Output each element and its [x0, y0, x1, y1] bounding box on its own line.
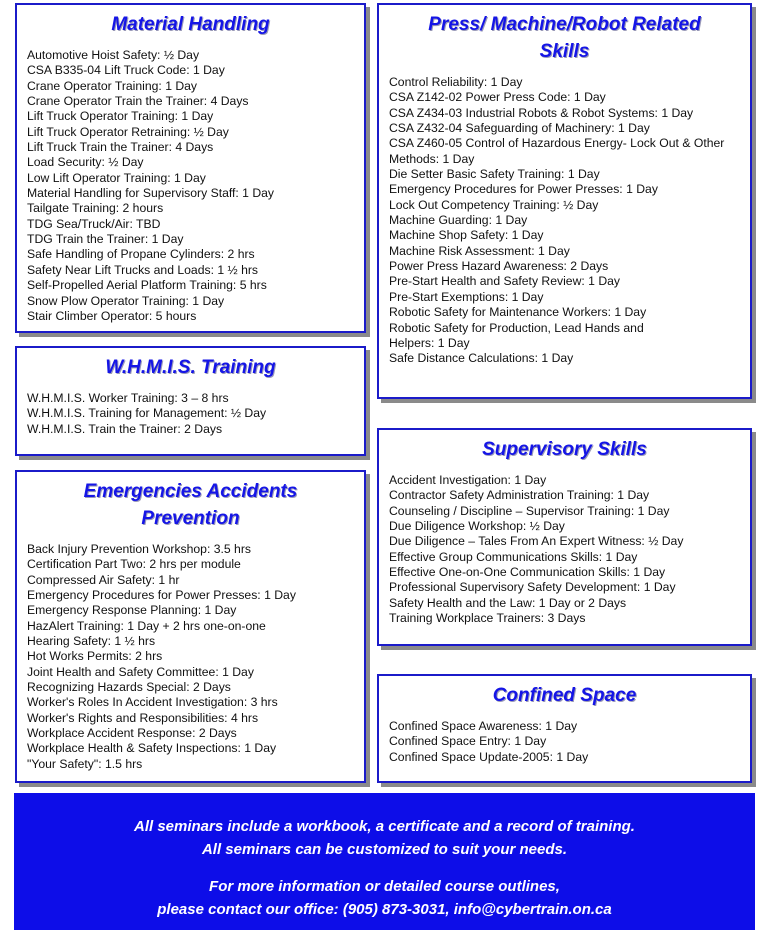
- list-item: Emergency Response Planning: 1 Day: [27, 603, 237, 618]
- list-item: Due Diligence Workshop: ½ Day: [389, 519, 565, 534]
- supervisory-title: Supervisory Skills: [482, 439, 647, 460]
- confined-space-title: Confined Space: [492, 685, 637, 706]
- list-item: Recognizing Hazards Special: 2 Days: [27, 680, 231, 695]
- list-item: Worker's Rights and Responsibilities: 4 hrs: [27, 710, 259, 725]
- list-item: TDG Sea/Truck/Air: TBD: [27, 216, 161, 231]
- emergencies-list: [27, 542, 354, 772]
- supervisory-list: [389, 473, 740, 626]
- list-item: Training Workplace Trainers: 3 Days: [389, 611, 586, 626]
- list-item: Back Injury Prevention Workshop: 3.5 hrs: [27, 542, 251, 556]
- list-item: Control Reliability: 1 Day: [389, 75, 523, 89]
- list-item: Lift Truck Train the Trainer: 4 Days: [27, 140, 214, 155]
- material-handling-list: [27, 48, 354, 324]
- list-item: Due Diligence – Tales From An Expert Witness: ½ Day: [389, 534, 684, 549]
- supervisory-section: [377, 428, 752, 646]
- info-banner: [14, 793, 755, 930]
- list-item: Lock Out Competency Training: ½ Day: [389, 197, 599, 212]
- list-item: Snow Plow Operator Training: 1 Day: [27, 293, 225, 308]
- list-item: Professional Supervisory Safety Development: 1 Day: [389, 580, 676, 595]
- list-item: Crane Operator Train the Trainer: 4 Days: [27, 94, 249, 109]
- list-item: W.H.M.I.S. Worker Training: 3 – 8 hrs: [27, 391, 229, 405]
- press-machine-list: [389, 75, 740, 367]
- list-item: Safe Handling of Propane Cylinders: 2 hrs: [27, 247, 255, 262]
- list-item: Accident Investigation: 1 Day: [389, 473, 547, 487]
- material-handling-title: Material Handling: [111, 14, 270, 35]
- list-item: Low Lift Operator Training: 1 Day: [27, 170, 206, 185]
- whmis-title: W.H.M.I.S. Training: [105, 357, 276, 378]
- list-item: CSA Z434-03 Industrial Robots & Robot Systems: 1 Day: [389, 105, 694, 120]
- list-item: W.H.M.I.S. Train the Trainer: 2 Days: [27, 421, 223, 436]
- list-item: Machine Guarding: 1 Day: [389, 213, 528, 228]
- emergencies-title: Emergencies Accidents Prevention: [83, 481, 298, 529]
- press-machine-title: Press/ Machine/Robot Related Skills: [428, 14, 701, 62]
- list-item: Emergency Procedures for Power Presses: 1 Day: [27, 588, 296, 603]
- confined-space-section: [377, 674, 752, 783]
- list-item: Worker's Roles In Accident Investigation: 3 hrs: [27, 695, 278, 710]
- press-machine-section: [377, 3, 752, 399]
- list-item: Load Security: ½ Day: [27, 155, 144, 170]
- banner-contact-line: please contact our office: (905) 873-3031, info@cybertrain.on.ca: [157, 901, 612, 918]
- list-item: Pre-Start Exemptions: 1 Day: [389, 289, 544, 304]
- list-item: Lift Truck Operator Training: 1 Day: [27, 109, 214, 124]
- list-item: Safe Distance Calculations: 1 Day: [389, 351, 574, 366]
- list-item: Emergency Procedures for Power Presses: 1 Day: [389, 182, 658, 197]
- emergencies-section: [15, 470, 366, 783]
- material-handling-section: [15, 3, 366, 333]
- list-item: Workplace Accident Response: 2 Days: [27, 726, 237, 741]
- list-item: Hot Works Permits: 2 hrs: [27, 649, 163, 664]
- list-item: Robotic Safety for Maintenance Workers: 1 Day: [389, 305, 647, 320]
- list-item: Power Press Hazard Awareness: 2 Days: [389, 259, 609, 274]
- list-item: Crane Operator Training: 1 Day: [27, 78, 198, 93]
- list-item: CSA Z142-02 Power Press Code: 1 Day: [389, 90, 606, 105]
- list-item: Robotic Safety for Production, Lead Hands and Helpers: 1 Day: [389, 320, 644, 350]
- list-item: Certification Part Two: 2 hrs per module: [27, 557, 241, 572]
- list-item: Counseling / Discipline – Supervisor Training: 1 Day: [389, 503, 670, 518]
- list-item: Confined Space Update-2005: 1 Day: [389, 749, 589, 764]
- list-item: Effective Group Communications Skills: 1 Day: [389, 549, 638, 564]
- list-item: "Your Safety": 1.5 hrs: [27, 756, 143, 771]
- list-item: Effective One-on-One Communication Skills: 1 Day: [389, 565, 666, 580]
- list-item: Contractor Safety Administration Training: 1 Day: [389, 488, 650, 503]
- list-item: Lift Truck Operator Retraining: ½ Day: [27, 124, 229, 139]
- list-item: CSA B335-04 Lift Truck Code: 1 Day: [27, 63, 225, 78]
- list-item: Safety Near Lift Trucks and Loads: 1 ½ hrs: [27, 262, 259, 277]
- banner-line-1: All seminars include a workbook, a certificate and a record of training.: [134, 818, 635, 835]
- list-item: Machine Risk Assessment: 1 Day: [389, 243, 570, 258]
- banner-line-3: For more information or detailed course outlines,: [209, 878, 560, 895]
- list-item: TDG Train the Trainer: 1 Day: [27, 232, 184, 247]
- list-item: Workplace Health & Safety Inspections: 1 Day: [27, 741, 277, 756]
- list-item: CSA Z460-05 Control of Hazardous Energy- Lock Out & Other Methods: 1 Day: [389, 136, 725, 166]
- list-item: W.H.M.I.S. Training for Management: ½ Day: [27, 406, 267, 421]
- whmis-list: [27, 391, 354, 437]
- list-item: Tailgate Training: 2 hours: [27, 201, 164, 216]
- confined-space-list: [389, 719, 740, 765]
- list-item: Hearing Safety: 1 ½ hrs: [27, 634, 156, 649]
- list-item: Joint Health and Safety Committee: 1 Day: [27, 664, 254, 679]
- list-item: Safety Health and the Law: 1 Day or 2 Days: [389, 595, 627, 610]
- list-item: Confined Space Entry: 1 Day: [389, 734, 547, 749]
- list-item: Machine Shop Safety: 1 Day: [389, 228, 544, 243]
- list-item: Automotive Hoist Safety: ½ Day: [27, 48, 200, 62]
- list-item: Compressed Air Safety: 1 hr: [27, 572, 180, 587]
- list-item: Stair Climber Operator: 5 hours: [27, 308, 197, 323]
- list-item: Pre-Start Health and Safety Review: 1 Day: [389, 274, 620, 289]
- list-item: CSA Z432-04 Safeguarding of Machinery: 1 Day: [389, 121, 650, 136]
- list-item: Confined Space Awareness: 1 Day: [389, 719, 578, 733]
- whmis-section: [15, 346, 366, 456]
- list-item: Die Setter Basic Safety Training: 1 Day: [389, 167, 600, 182]
- list-item: Material Handling for Supervisory Staff: 1 Day: [27, 186, 275, 201]
- banner-line-2: All seminars can be customized to suit your needs.: [201, 841, 568, 858]
- list-item: HazAlert Training: 1 Day + 2 hrs one-on-one: [27, 618, 266, 633]
- list-item: Self-Propelled Aerial Platform Training: 5 hrs: [27, 278, 267, 293]
